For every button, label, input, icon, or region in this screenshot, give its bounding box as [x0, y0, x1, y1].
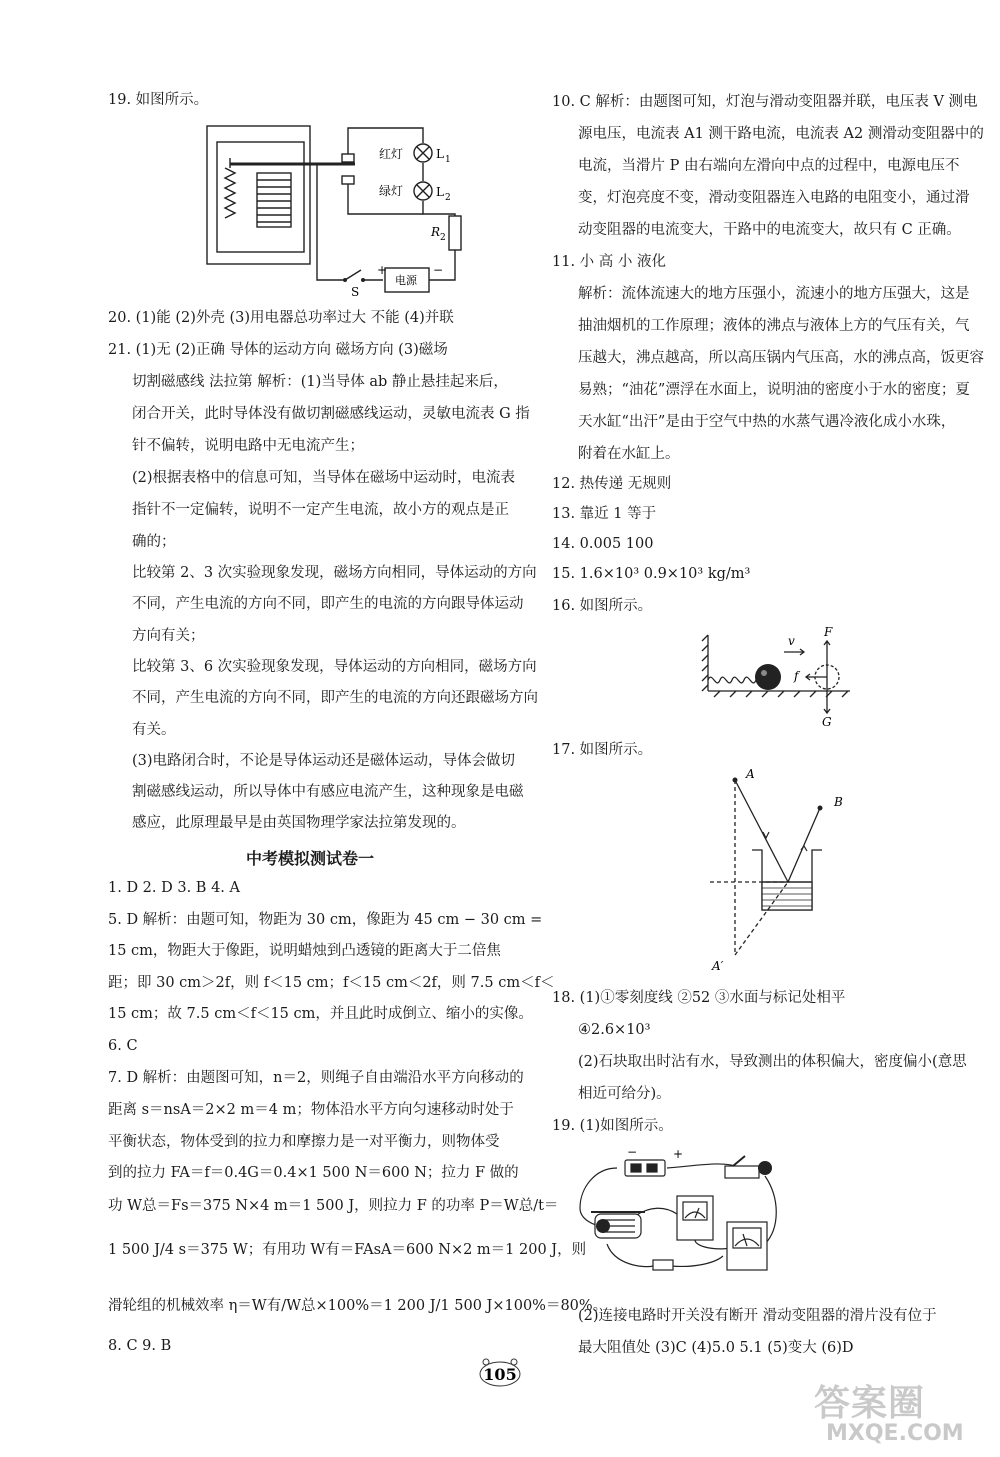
- switch: [725, 1166, 759, 1178]
- q11-answer: 11. 小 高 小 液化: [552, 254, 666, 270]
- point-a: [733, 778, 738, 783]
- q21-line: (2)根据表格中的信息可知，当导体在磁场中运动时，电流表: [132, 470, 516, 486]
- resistor-block: [653, 1260, 673, 1270]
- minus-sign: −: [433, 263, 444, 277]
- q15-answer: 15. 1.6×10³ 0.9×10³ kg/m³: [552, 566, 751, 582]
- q5-line: 15 cm，物距大于像距，说明蜡烛到凸透镜的距离大于二倍焦: [108, 943, 501, 959]
- refraction-diagram: [700, 767, 860, 975]
- q11-line: 抽油烟机的工作原理；液体的沸点与液体上方的气压有关，气: [578, 318, 970, 334]
- q14-answer: 14. 0.005 100: [552, 536, 654, 552]
- q11-line: 解析：流体流速大的地方压强小，流速小的地方压强大，这是: [578, 286, 970, 302]
- q7-line: 1 500 J/4 s＝375 W；有用功 W有＝FAsA＝600 N×2 m＝1 200 J，则: [108, 1242, 587, 1258]
- q7-line: 到的拉力 FA＝f＝0.4G＝0.4×1 500 N＝600 N；拉力 F 做的: [108, 1165, 519, 1181]
- q7-line: 距离 s＝nsA＝2×2 m＝4 m；物体沿水平方向匀速移动时处于: [108, 1102, 514, 1118]
- plus-sign: +: [377, 263, 388, 277]
- q21-line: 比较第 2、3 次实验现象发现，磁场方向相同，导体运动的方向: [132, 565, 537, 581]
- relay-spring: [225, 168, 235, 218]
- point-b: [818, 806, 823, 811]
- l1-subscript: 1: [445, 155, 451, 165]
- watermark-line1: 答案圈: [814, 1383, 926, 1424]
- q21-line: 21. (1)无 (2)正确 导体的运动方向 磁场方向 (3)磁场: [108, 342, 448, 358]
- battery-plus-label: +: [673, 1147, 684, 1161]
- q21-line: 闭合开关，此时导体没有做切割磁感线运动，灵敏电流表 G 指: [132, 406, 530, 422]
- q11-line: 天水缸“出汗”是由于空气中热的水蒸气遇冷液化成小水珠，: [578, 414, 956, 430]
- battery-minus-label: −: [627, 1145, 638, 1159]
- power-label: 电源: [395, 274, 417, 287]
- q21-line: 指针不一定偏转，说明不一定产生电流，故小方的观点是正: [132, 502, 509, 518]
- q19b-line: 最大阻值处 (3)C (4)5.0 5.1 (5)变大 (6)D: [578, 1340, 854, 1356]
- q11-line: 附着在水缸上。: [578, 446, 680, 462]
- q5-line: 5. D 解析：由题可知，物距为 30 cm，像距为 45 cm − 30 cm =: [108, 912, 543, 928]
- answers-8-9: 8. C 9. B: [108, 1338, 172, 1354]
- section-title: 中考模拟测试卷一: [246, 849, 375, 868]
- v-label: v: [788, 634, 795, 648]
- circuit-wiring-diagram: [575, 1145, 790, 1280]
- q19-label: 19. 如图所示。: [108, 92, 209, 108]
- resistor-r2: [449, 216, 461, 250]
- relay-coil: [257, 173, 291, 227]
- q7-line: 滑轮组的机械效率 η＝W有/W总×100%＝1 200 J/1 500 J×100%＝80%。: [108, 1298, 608, 1314]
- q21-line: 切割磁感线 法拉第 解析：(1)当导体 ab 静止悬挂起来后，: [132, 374, 508, 390]
- switch-s-label: S: [351, 285, 360, 299]
- relay-outer-frame: [207, 126, 310, 264]
- q18-line: 相近可给分)。: [578, 1086, 671, 1102]
- page-number-text: 105: [483, 1365, 517, 1384]
- q10-line: 源电压，电流表 A1 测干路电流，电流表 A2 测滑动变阻器中的: [578, 126, 984, 142]
- red-lamp-label: 红灯: [379, 147, 404, 161]
- q19b-line: (2)连接电路时开关没有断开 滑动变阻器的滑片没有位于: [578, 1308, 937, 1324]
- g-label: G: [822, 715, 832, 729]
- q10-line: 变，灯泡亮度不变，滑动变阻器连入电路的电阻变小，通过滑: [578, 190, 970, 206]
- q7-line: 平衡状态，物体受到的拉力和摩擦力是一对平衡力，则物体受: [108, 1134, 500, 1150]
- q19b-label: 19. (1)如图所示。: [552, 1118, 673, 1134]
- q10-line: 10. C 解析：由题图可知，灯泡与滑动变阻器并联，电压表 V 测电: [552, 94, 978, 110]
- q20-answer: 20. (1)能 (2)外壳 (3)用电器总功率过大 不能 (4)并联: [108, 310, 454, 326]
- q7-line: 功 W总＝Fs＝375 N×4 m＝1 500 J，则拉力 F 的功率 P＝W总/t＝: [108, 1198, 559, 1214]
- upper-contact: [342, 154, 354, 162]
- f-up-label: F: [824, 625, 833, 639]
- q10-line: 电流，当滑片 P 由右端向左滑向中点的过程中，电源电压不: [578, 158, 960, 174]
- answers-1-4: 1. D 2. D 3. B 4. A: [108, 880, 240, 896]
- q18-line: ④2.6×10³: [578, 1022, 651, 1038]
- q5-line: 距；即 30 cm＞2f，则 f＜15 cm；f＜15 cm＜2f，则 7.5 cm＜f＜: [108, 975, 555, 991]
- b-label: B: [834, 795, 843, 809]
- q21-line: 不同，产生电流的方向不同，即产生的电流的方向跟导体运动: [132, 596, 524, 612]
- green-lamp-label: 绿灯: [379, 184, 404, 198]
- q18-line: 18. (1)①零刻度线 ②52 ③水面与标记处相平: [552, 990, 846, 1006]
- q7-line: 7. D 解析：由题图可知，n＝2，则绳子自由端沿水平方向移动的: [108, 1070, 524, 1086]
- q6-answer: 6. C: [108, 1038, 138, 1054]
- q5-line: 15 cm；故 7.5 cm＜f＜15 cm，并且此时成倒立、缩小的实像。: [108, 1006, 533, 1022]
- l2-subscript: 2: [445, 193, 451, 203]
- refracted-ray: [788, 808, 820, 882]
- switch-s-blade: [345, 270, 361, 280]
- a-prime-label: A′: [712, 959, 724, 973]
- r2-subscript: 2: [440, 233, 446, 243]
- lower-contact: [342, 176, 354, 184]
- page-number: [476, 1356, 524, 1388]
- l2-label: L: [436, 185, 444, 199]
- friction-label: f: [794, 669, 799, 683]
- q11-line: 易熟；“油花”漂浮在水面上，说明油的密度小于水的密度；夏: [578, 382, 970, 398]
- q21-line: 方向有关；: [132, 628, 205, 644]
- q21-line: 有关。: [132, 722, 176, 738]
- q21-line: 不同，产生电流的方向不同，即产生的电流的方向还跟磁场方向: [132, 690, 538, 706]
- a-label: A: [746, 767, 755, 781]
- q18-line: (2)石块取出时沾有水，导致测出的体积偏大，密度偏小(意思: [578, 1054, 967, 1070]
- r2-label: R: [431, 225, 441, 239]
- q21-line: (3)电路闭合时，不论是导体运动还是磁体运动，导体会做切: [132, 753, 516, 769]
- watermark-line2: MXQE.COM: [826, 1421, 964, 1446]
- q21-line: 确的；: [132, 534, 176, 550]
- q21-line: 针不偏转，说明电路中无电流产生；: [132, 438, 364, 454]
- relay-circuit-diagram: [205, 118, 470, 298]
- q12-answer: 12. 热传递 无规则: [552, 476, 672, 492]
- q11-line: 压越大，沸点越高，所以高压锅内气压高，水的沸点高，饭更容: [578, 350, 984, 366]
- q21-line: 割磁感线运动，所以导体中有感应电流产生，这种现象是电磁: [132, 784, 524, 800]
- watermark: [814, 1375, 994, 1455]
- l1-label: L: [436, 147, 444, 161]
- q16-label: 16. 如图所示。: [552, 598, 653, 614]
- ball: [755, 664, 781, 690]
- q10-line: 动变阻器的电流变大，干路中的电流变大，故只有 C 正确。: [578, 222, 961, 238]
- q13-answer: 13. 靠近 1 等于: [552, 506, 657, 522]
- q17-label: 17. 如图所示。: [552, 742, 653, 758]
- spring-ball-force-diagram: [700, 625, 860, 730]
- q21-line: 比较第 3、6 次实验现象发现，导体运动的方向相同，磁场方向: [132, 659, 537, 675]
- q21-line: 感应，此原理最早是由英国物理学家法拉第发现的。: [132, 815, 466, 831]
